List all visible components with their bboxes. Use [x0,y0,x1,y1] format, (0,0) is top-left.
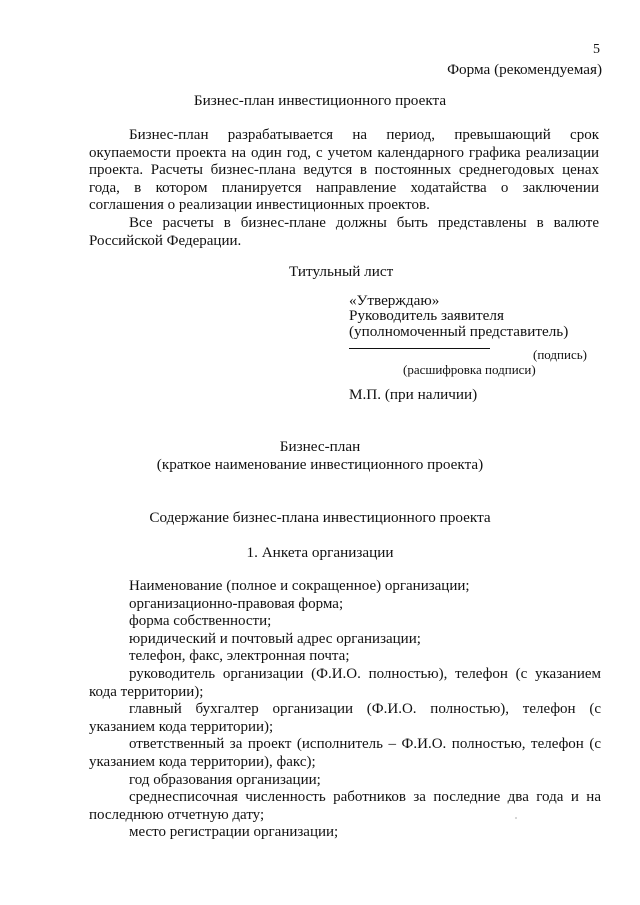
contents-heading: Содержание бизнес-плана инвестиционного проекта [149,509,491,526]
list-item: телефон, факс, электронная почта; [129,648,350,665]
approve-label: «Утверждаю» [349,292,440,309]
list-item: год образования организации; [129,771,321,788]
stamp-label: М.П. (при наличии) [349,386,478,403]
list-item: организационно-правовая форма; [129,595,344,612]
list-item: руководитель организации (Ф.И.О. полностью), телефон (с указанием кода территории); [89,665,601,700]
document-title: Бизнес-план инвестиционного проекта [193,92,447,109]
intro-paragraph: Все расчеты в бизнес-плане должны быть представлены в валюте Российской Федерации. [89,215,599,249]
signature-decoding-label: (расшифровка подписи) [403,362,536,377]
title-page-heading: Титульный лист [289,263,394,280]
head-of-applicant: Руководитель заявителя [349,307,504,324]
signature-label: (подпись) [533,347,587,362]
form-label: Форма (рекомендуемая) [447,61,602,78]
plan-title: Бизнес-план [279,438,361,455]
plan-subtitle: (краткое наименование инвестиционного проекта) [156,456,484,473]
scan-speck [515,817,517,819]
list-item: среднесписочная численность работников за последние два года и на последнюю отчетную дату; [89,789,601,823]
list-item: форма собственности; [129,613,272,630]
list-item: ответственный за проект (исполнитель – Ф.И.О. полностью, телефон (с указанием кода территории), факс); [89,736,601,770]
questionnaire-list [89,578,601,842]
page-number: 5 [593,42,600,57]
intro-paragraph: Бизнес-план разрабатывается на период, превышающий срок окупаемости проекта на один год, с учетом календарного графика реализации проекта. Расчеты бизнес-плана ведутся в постоянных среднегодовых ценах года, в котором планируется направление ходатайства о заключении соглашения о реализации инвестиционных проектов. [89,127,599,214]
list-item: юридический и почтовый адрес организации; [129,630,421,647]
section-heading: 1. Анкета организации [246,544,394,561]
representative-label: (уполномоченный представитель) [349,323,569,340]
signature-line [349,348,490,349]
list-item: место регистрации организации; [129,824,339,841]
list-item: Наименование (полное и сокращенное) организации; [129,578,470,594]
list-item: главный бухгалтер организации (Ф.И.О. полностью), телефон (с указанием кода территории); [89,701,601,735]
